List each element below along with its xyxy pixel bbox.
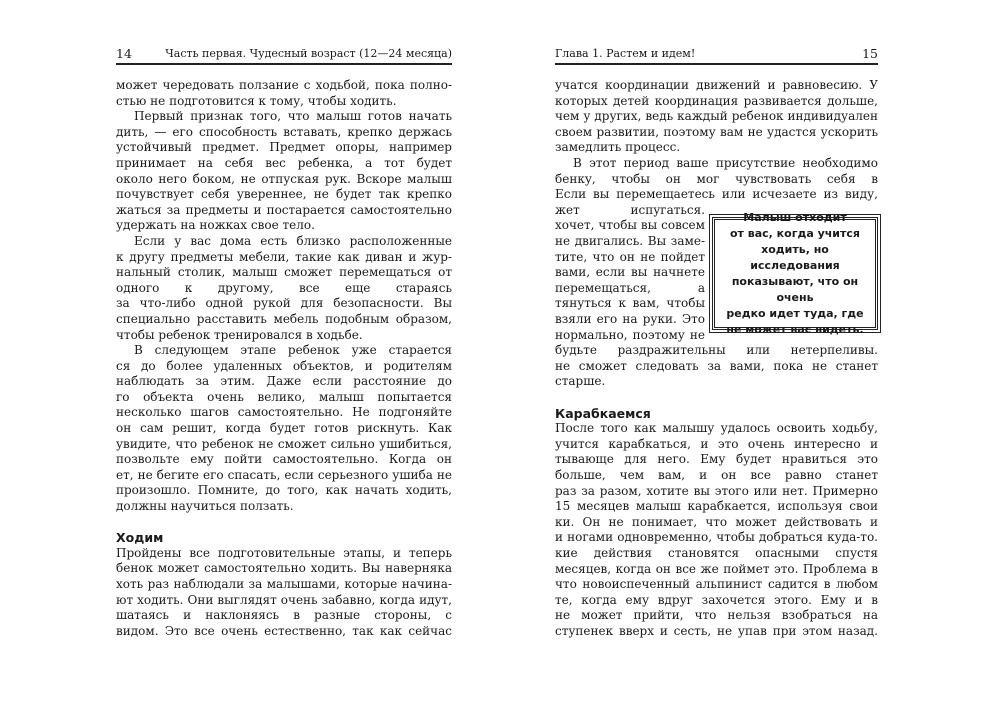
left-page-header xyxy=(116,46,452,62)
blank-line xyxy=(555,390,878,406)
text-line: Первый признак того, что малыш готов начать xyxy=(134,109,452,124)
text-line: тянуться к вам, чтобы xyxy=(555,296,705,311)
text-line: ки. Он не понимает, что может действовать и xyxy=(555,514,878,529)
text-line: Пройдены все подготовительные этапы, и теперь xyxy=(116,545,452,560)
right-page-number: 15 xyxy=(862,46,878,61)
text-line: устойчивый предмет. Предмет опоры, например xyxy=(116,140,452,155)
right-running-title: Глава 1. Растем и идем! xyxy=(555,47,696,60)
text-line: го объекта очень велико, малыш попытается xyxy=(116,389,452,404)
pull-quote-line: редко идет туда, где xyxy=(726,306,864,320)
text-line: ся до более удаленных объектов, и родителям xyxy=(116,358,452,373)
text-line: нормально, поэтому не xyxy=(555,327,705,342)
text-line: около него боком, не отпуская рук. Вскоре малыш xyxy=(116,171,452,186)
text-line: бенку, чтобы он мог чувствовать себя в xyxy=(555,171,878,186)
text-line: ступенек вверх и сесть, не упав при этом назад. xyxy=(555,623,878,638)
pull-quote-box xyxy=(712,210,878,336)
text-line: что новоиспеченный альпинист садится в любом xyxy=(555,577,878,592)
text-line: Если у вас дома есть близко расположенные xyxy=(134,233,452,248)
text-line: месяцев, когда он все же поймет это. Проблема в xyxy=(555,561,878,576)
text-line: к другу предметы мебели, такие как диван и жур- xyxy=(116,249,452,264)
text-line: нальный столик, малыш сможет перемещаться от xyxy=(116,265,452,280)
text-line: старше. xyxy=(555,374,606,389)
text-line: хоть раз наблюдали за малышами, которые начина- xyxy=(116,577,452,591)
text-line: учится карабкаться, и это очень интересно и xyxy=(555,436,878,451)
pull-quote-line: не может вас видеть. xyxy=(726,322,864,336)
text-line: тите, что он не пойдет xyxy=(555,249,705,264)
text-line: принимает на себя вес ребенка, а тот будет xyxy=(116,155,452,170)
text-line: вами, если вы начнете xyxy=(555,265,705,280)
text-line: не может прийти, что нельзя взобраться на xyxy=(555,608,878,623)
text-line: жаться за предметы и постарается самостоятельно xyxy=(116,202,452,217)
text-line: может чередовать ползание с ходьбой, пока полно- xyxy=(116,78,452,92)
left-page-body xyxy=(116,78,452,639)
pull-quote-text xyxy=(715,210,875,338)
text-line: стью не подготовится к тому, чтобы ходить. xyxy=(116,93,397,108)
text-line: хочет, чтобы вы совсем xyxy=(555,218,705,233)
text-line: чтобы ребенок тренировался в ходьбе. xyxy=(116,327,363,342)
text-line: ют ходить. Они выглядят очень забавно, когда идут, xyxy=(116,592,452,607)
text-line: взяли его на руки. Это xyxy=(555,311,705,326)
text-line: замедлить процесс. xyxy=(555,140,681,155)
text-line: шатаясь и наклоняясь в разные стороны, с xyxy=(116,608,452,623)
text-line: жет испугаться. xyxy=(555,202,705,217)
text-line: тывающе для него. Ему будет нравиться это xyxy=(555,452,878,467)
text-line: за что-либо одной рукой для безопасности. Вы xyxy=(116,296,452,311)
text-line: своем развитии, поэтому вам не удастся ускорить xyxy=(555,124,878,139)
text-line: ет, не бегите его спасать, если серьезного ушиба не xyxy=(116,467,452,482)
text-line: видом. Это все очень естественно, так как сейчас xyxy=(116,623,452,638)
right-page-body-top xyxy=(555,78,878,203)
right-page-body-wrapped xyxy=(555,203,705,343)
pull-quote-line: от вас, когда учится xyxy=(730,226,860,240)
text-line: кие действия становятся опасными спустя xyxy=(555,545,878,560)
text-line: дить, — его способность вставать, крепко держась xyxy=(116,124,452,139)
text-line: учатся координации движений и равновесию. У xyxy=(555,78,878,92)
right-page-header xyxy=(555,46,878,62)
text-line: не сможет следовать за вами, пока не станет xyxy=(555,358,878,373)
pull-quote-line: ходить, но исследования xyxy=(750,242,840,272)
text-line: должны научиться ползать. xyxy=(116,499,294,514)
text-line: которых детей координация развивается дольше, xyxy=(555,93,878,108)
text-line: будьте раздражительны или нетерпеливы. xyxy=(555,343,878,358)
text-line: произошло. Помните, до того, как начать ходить, xyxy=(116,483,452,498)
text-line: Если вы перемещаетесь или исчезаете из виду, xyxy=(555,187,878,202)
text-line: больше, чем вам, и он все равно станет xyxy=(555,467,878,482)
section-heading: Карабкаемся xyxy=(555,405,651,421)
text-line: 15 месяцев малыш карабкается, используя свои xyxy=(555,499,878,514)
section-heading: Ходим xyxy=(116,530,164,546)
left-page-number: 14 xyxy=(116,46,132,61)
text-line: позвольте ему пойти самостоятельно. Когда он xyxy=(116,452,452,467)
text-line: специально расставить мебель подобным образом, xyxy=(116,311,452,326)
pull-quote-line: Малыш отходит xyxy=(743,210,847,224)
text-line: удержать на ножках свое тело. xyxy=(116,218,315,233)
left-header-rule xyxy=(116,63,452,65)
text-line: После того как малышу удалось освоить ходьбу, xyxy=(555,421,878,436)
text-line: одного к другому, все еще стараясь xyxy=(116,280,452,295)
text-line: бенок может самостоятельно ходить. Вы наверняка xyxy=(116,561,452,576)
text-line: раз за разом, хотите вы этого или нет. Примерно xyxy=(555,483,878,498)
left-running-title: Часть первая. Чудесный возраст (12—24 месяца) xyxy=(165,47,452,60)
pull-quote-line: показывают, что он очень xyxy=(731,274,859,304)
text-line: не двигались. Вы заме- xyxy=(555,233,705,248)
text-line: В этот период ваше присутствие необходимо xyxy=(573,155,878,170)
text-line: увидите, что ребенок не сможет сильно ушибиться, xyxy=(116,436,452,451)
text-line: он сам решит, когда будет готов рискнуть. Как xyxy=(116,421,452,436)
text-line: наблюдать за этим. Даже если расстояние до xyxy=(116,374,452,389)
text-line: чем у других, ведь каждый ребенок индивидуален xyxy=(555,109,878,124)
text-line: те, когда ему вдруг захочется этого. Ему и в xyxy=(555,592,878,607)
text-line: перемещаться, а xyxy=(555,280,705,295)
text-line: несколько шагов самостоятельно. Не подгоняйте xyxy=(116,405,452,420)
text-line: почувствует себя увереннее, не будет так крепко xyxy=(116,187,452,202)
right-page-body-bottom xyxy=(555,343,878,639)
blank-line xyxy=(116,515,452,531)
right-header-rule xyxy=(555,63,878,65)
text-line: В следующем этапе ребенок уже старается xyxy=(134,343,452,358)
text-line: и ногами одновременно, чтобы добраться куда-то. xyxy=(555,530,878,545)
